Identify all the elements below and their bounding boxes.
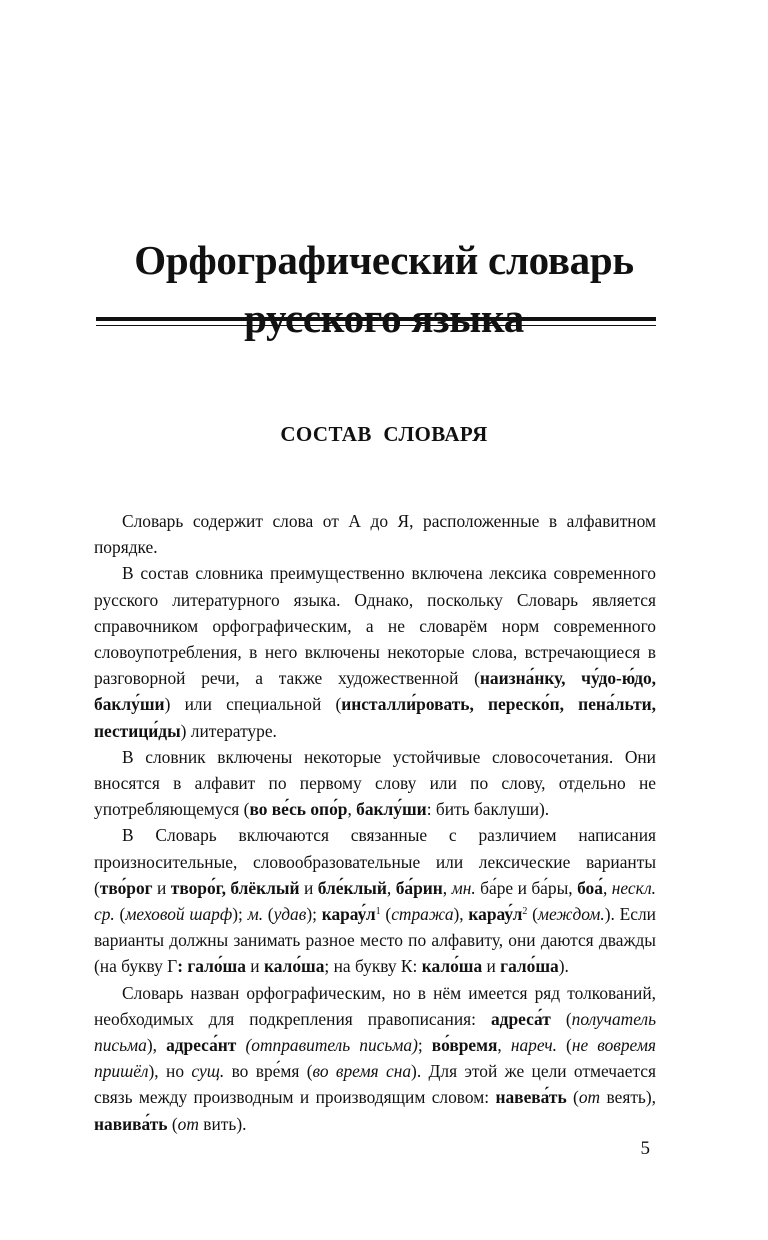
paragraph: Словарь содержит слова от А до Я, расположенные в алфавитном порядке. [94,511,656,558]
section-heading: СОСТАВ СЛОВАРЯ [280,422,488,447]
title-rule-thick [96,317,656,321]
title-rule-thin [96,325,656,326]
paragraph: В словник включены некоторые устойчивые словосочетания. Они вносятся в алфавит по первому слову или по слову, отдельно не употребляющемуся (во ве́сь опо́р, баклу́ши: бить баклуши). [94,746,656,820]
page-number: 5 [640,1138,650,1159]
paragraph: В Словарь включаются связанные с различием написания произносительные, словообразовательные или лексические варианты (тво́рог и творо́г, блёклый и бле́клый, ба́рин, мн. ба́ре и ба́ры, боа́, нескл. ср. (меховой шарф); м. (удав); $карау́л^1$ (стража), $карау́л^2$ (междом.). Если варианты должны занимать разное место по алфавиту, они даются дважды (на букву Г: гало́ша и кало́ша; на букву К: кало́ша и гало́ша). [94,825,656,977]
title-line-1: Орфографический словарь [134,237,634,284]
document-title [0,231,768,347]
paragraph: В состав словника преимущественно включена лексика современного русского литературного языка. Однако, поскольку Словарь является справочником орфографическим, а не словарём норм современного словоупотребления, в него включены некоторые слова, встречающиеся в разговорной речи, а также художественной (наизна́нку, чу́до-ю́до, баклу́ши) или специальной (инсталли́ровать, переско́п, пена́льти, пестици́ды) литературе. [94,563,656,741]
paragraph: Словарь назван орфографическим, но в нём имеется ряд толкований, необходимых для подкрепления правописания: адреса́т (получатель письма), адреса́нт (отправитель письма); во́время, нареч. (не вовремя пришёл), но сущ. во вре́мя (во время сна). Для этой же цели отмечается связь между производным и производящим словом: навева́ть (от веять), навива́ть (от вить). [94,982,656,1134]
body-text [94,508,656,1137]
